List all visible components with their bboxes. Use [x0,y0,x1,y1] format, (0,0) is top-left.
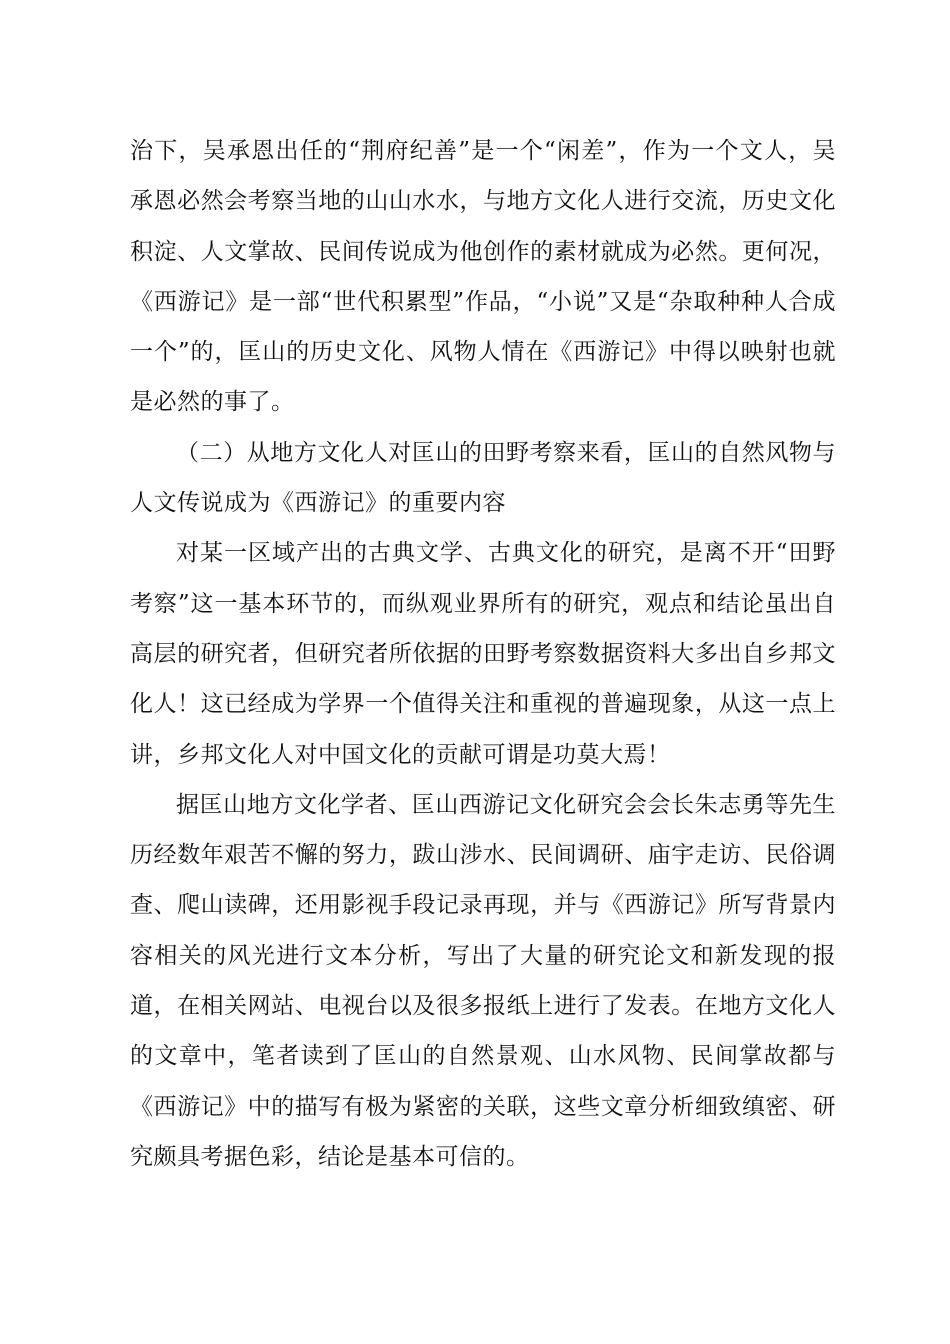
body-text [130,126,836,1182]
paragraph-continuation: 治下，吴承恩出任的“荆府纪善”是一个“闲差”，作为一个文人，吴承恩必然会考察当地的山山水水，与地方文化人进行交流，历史文化积淀、人文掌故、民间传说成为他创作的素材就成为必然。更何况，《西游记》是一部“世代积累型”作品，“小说”又是“杂取种种人合成一个”的，匡山的历史文化、风物人情在《西游记》中得以映射也就是必然的事了。 [130,138,836,416]
paragraph: 据匡山地方文化学者、匡山西游记文化研究会会长朱志勇等先生历经数年艰苦不懈的努力，跋山涉水、民间调研、庙宇走访、民俗调查、爬山读碑，还用影视手段记录再现，并与《西游记》所写背景内容相关的风光进行文本分析，写出了大量的研究论文和新发现的报道，在相关网站、电视台以及很多报纸上进行了发表。在地方文化人的文章中，笔者读到了匡山的自然景观、山水风物、民间掌故都与《西游记》中的描写有极为紧密的关联，这些文章分析细致缜密、研究颇具考据色彩，结论是基本可信的。 [130,791,836,1170]
section-heading: （二）从地方文化人对匡山的田野考察来看，匡山的自然风物与人文传说成为《西游记》的重要内容 [130,439,836,517]
paragraph: 对某一区域产出的古典文学、古典文化的研究，是离不开“田野考察”这一基本环节的，而纵观业界所有的研究，观点和结论虽出自高层的研究者，但研究者所依据的田野考察数据资料大多出自乡邦文化人！这已经成为学界一个值得关注和重视的普遍现象，从这一点上讲，乡邦文化人对中国文化的贡献可谓是功莫大焉！ [130,540,836,768]
